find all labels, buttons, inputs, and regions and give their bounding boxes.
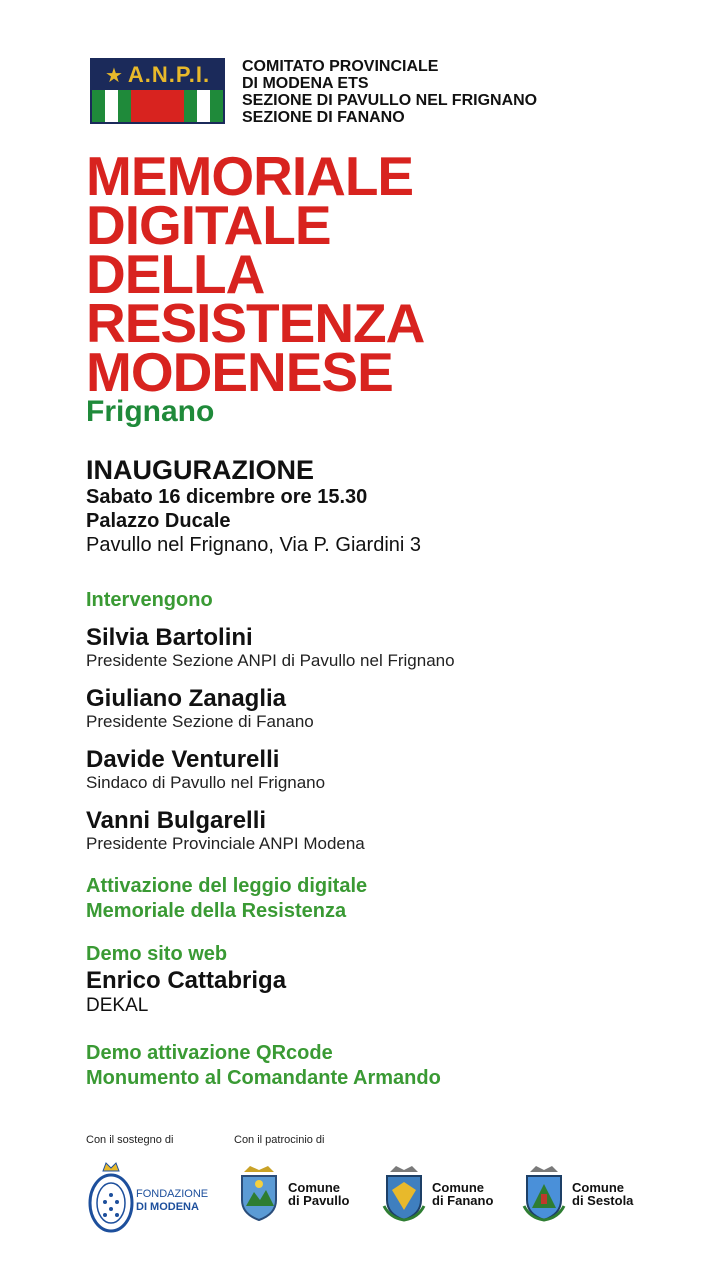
- speaker: [86, 807, 365, 854]
- speaker: [86, 624, 455, 671]
- committee-line: DI MODENA ETS: [242, 75, 369, 92]
- patronage-label: Con il patrocinio di: [234, 1134, 325, 1146]
- demo-web-heading: Demo sito web: [86, 943, 228, 965]
- speaker-name: Giuliano Zanaglia: [86, 685, 287, 712]
- event-date: Sabato 16 dicembre ore 15.30: [86, 486, 368, 508]
- support-label: Con il sostegno di: [86, 1134, 174, 1146]
- comune-name: [288, 1181, 349, 1207]
- fondazione-line: FONDAZIONE: [136, 1188, 209, 1200]
- comune-fanano: [382, 1166, 493, 1222]
- activation-line: Memoriale della Resistenza: [86, 900, 347, 922]
- speaker-role: Presidente Sezione di Fanano: [86, 712, 314, 731]
- title-line: MEMORIALE: [86, 145, 414, 207]
- speaker-role: Presidente Sezione ANPI di Pavullo nel Frignano: [86, 651, 455, 670]
- event-title: INAUGURAZIONE: [86, 455, 314, 485]
- comune-line: di Sestola: [572, 1193, 634, 1208]
- comune-line: Comune: [572, 1180, 624, 1195]
- comune-name: [432, 1181, 493, 1207]
- comune-sestola: [522, 1166, 633, 1222]
- speaker-role: Sindaco di Pavullo nel Frignano: [86, 773, 326, 792]
- title-line: DIGITALE: [86, 194, 331, 256]
- fanano-crest-icon: [382, 1166, 426, 1222]
- committee-line: SEZIONE DI FANANO: [242, 109, 405, 126]
- demo-qr: [86, 1041, 441, 1091]
- page-subtitle: Frignano: [86, 395, 215, 428]
- comune-pavullo: [236, 1166, 349, 1222]
- speaker-name: Silvia Bartolini: [86, 624, 253, 651]
- anpi-logo-text: A.N.P.I.: [127, 62, 211, 87]
- comune-line: di Fanano: [432, 1193, 494, 1208]
- demo-web-name: Enrico Cattabriga: [86, 967, 287, 994]
- anpi-logo: [90, 58, 225, 124]
- speaker-name: Vanni Bulgarelli: [86, 807, 267, 834]
- comune-name: [572, 1181, 633, 1207]
- demo-web: [86, 942, 286, 1018]
- fondazione-name: [136, 1188, 208, 1214]
- event-address: Pavullo nel Frignano, Via P. Giardini 3: [86, 534, 422, 556]
- fondazione-line: DI MODENA: [136, 1201, 199, 1213]
- title-line: RESISTENZA: [86, 292, 425, 354]
- star-icon: ★: [104, 64, 124, 87]
- comune-line: di Pavullo: [288, 1193, 350, 1208]
- committee-info: [242, 58, 562, 126]
- activation-note: [86, 874, 367, 924]
- comune-line: Comune: [288, 1180, 340, 1195]
- fondazione-emblem-icon: [86, 1155, 136, 1235]
- event-info: [86, 455, 421, 557]
- fondazione-modena-logo: [86, 1155, 216, 1235]
- speakers-heading: Intervengono: [86, 589, 213, 611]
- demo-web-org: DEKAL: [86, 995, 149, 1016]
- speaker-role: Presidente Provinciale ANPI Modena: [86, 834, 365, 853]
- committee-line: SEZIONE DI PAVULLO NEL FRIGNANO: [242, 92, 538, 109]
- activation-line: Attivazione del leggio digitale: [86, 875, 368, 897]
- event-place: Palazzo Ducale: [86, 510, 231, 532]
- committee-line: COMITATO PROVINCIALE: [242, 58, 439, 75]
- page-title: [86, 145, 646, 403]
- speaker: [86, 685, 314, 732]
- demo-qr-line: Demo attivazione QRcode: [86, 1042, 333, 1064]
- demo-qr-line: Monumento al Comandante Armando: [86, 1067, 441, 1089]
- speaker-name: Davide Venturelli: [86, 746, 280, 773]
- title-line: DELLA: [86, 243, 265, 305]
- italian-flag-stripes: [92, 90, 223, 122]
- comune-line: Comune: [432, 1180, 484, 1195]
- sestola-crest-icon: [522, 1166, 566, 1222]
- anpi-logo-band: [92, 60, 223, 90]
- title-line: MODENESE: [86, 341, 393, 403]
- speaker: [86, 746, 325, 793]
- pavullo-crest-icon: [236, 1166, 282, 1222]
